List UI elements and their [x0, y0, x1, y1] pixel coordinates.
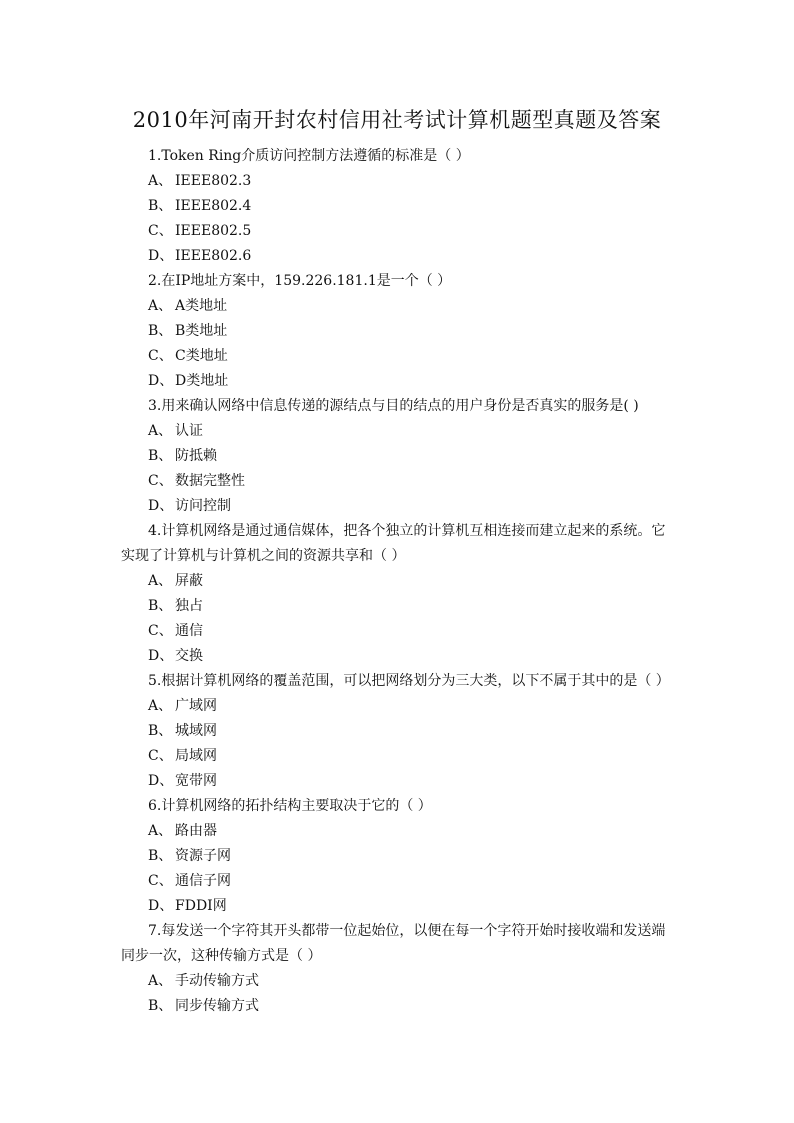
- option-text: IEEE802.5: [175, 223, 252, 239]
- question-5-stem: 5.根据计算机网络的覆盖范围，可以把网络划分为三大类，以下不属于其中的是（ ）: [148, 673, 670, 689]
- option-letter: D、: [148, 773, 174, 789]
- question-6-option-b: [148, 846, 231, 866]
- option-letter: D、: [148, 648, 174, 664]
- question-7-option-b: [148, 996, 259, 1016]
- option-text: D类地址: [175, 373, 229, 389]
- option-letter: C、: [148, 748, 173, 764]
- option-letter: B、: [148, 998, 173, 1014]
- option-text: 宽带网: [175, 773, 217, 789]
- question-5-option-a: [148, 696, 217, 716]
- question-1-option-d: [148, 246, 251, 266]
- option-letter: C、: [148, 623, 173, 639]
- option-letter: C、: [148, 473, 173, 489]
- question-3-stem: 3.用来确认网络中信息传递的源结点与目的结点的用户身份是否真实的服务是( ): [148, 398, 639, 414]
- option-letter: B、: [148, 198, 173, 214]
- question-6-option-c: [148, 871, 231, 891]
- option-letter: B、: [148, 323, 173, 339]
- question-5-option-c: [148, 746, 217, 766]
- question-3-option-c: [148, 471, 245, 491]
- question-2-option-a: [148, 296, 227, 316]
- question-1-option-a: [148, 171, 251, 191]
- option-text: 通信子网: [175, 873, 231, 889]
- question-3-option-d: [148, 496, 231, 516]
- option-text: 防抵赖: [175, 448, 217, 464]
- question-5-option-d: [148, 771, 217, 791]
- option-letter: A、: [148, 698, 173, 714]
- question-3-option-b: [148, 446, 217, 466]
- option-text: 资源子网: [175, 848, 231, 864]
- question-7-option-a: [148, 971, 259, 991]
- option-text: FDDI网: [175, 898, 227, 914]
- question-2-option-b: [148, 321, 227, 341]
- question-7-stem: 7.每发送一个字符其开头都带一位起始位，以便在每一个字符开始时接收端和发送端: [148, 923, 666, 939]
- option-letter: A、: [148, 298, 173, 314]
- option-text: 广域网: [175, 698, 217, 714]
- question-1-option-c: [148, 221, 251, 241]
- question-7-stem-continued: 同步一次，这种传输方式是（ ）: [121, 948, 322, 964]
- option-letter: A、: [148, 823, 173, 839]
- option-letter: C、: [148, 348, 173, 364]
- option-text: 同步传输方式: [175, 998, 259, 1014]
- option-text: 通信: [175, 623, 203, 639]
- option-text: 路由器: [175, 823, 217, 839]
- question-5-option-b: [148, 721, 217, 741]
- question-6-option-d: [148, 896, 227, 916]
- question-4-stem-continued: 实现了计算机与计算机之间的资源共享和（ ）: [121, 548, 406, 564]
- option-letter: B、: [148, 598, 173, 614]
- option-text: 城域网: [175, 723, 217, 739]
- option-text: C类地址: [175, 348, 228, 364]
- option-text: A类地址: [175, 298, 228, 314]
- question-6-option-a: [148, 821, 217, 841]
- option-letter: D、: [148, 373, 174, 389]
- option-text: 手动传输方式: [175, 973, 259, 989]
- question-1-stem: 1.Token Ring介质访问控制方法遵循的标准是（ ）: [148, 148, 470, 164]
- option-text: 交换: [175, 648, 203, 664]
- question-4-option-a: [148, 571, 203, 591]
- option-text: IEEE802.6: [175, 248, 252, 264]
- option-letter: D、: [148, 498, 174, 514]
- option-letter: A、: [148, 973, 173, 989]
- question-2-option-c: [148, 346, 228, 366]
- option-letter: B、: [148, 448, 173, 464]
- option-text: B类地址: [175, 323, 228, 339]
- question-1-option-b: [148, 196, 251, 216]
- question-4-option-d: [148, 646, 203, 666]
- option-text: 认证: [175, 423, 203, 439]
- option-text: 独占: [175, 598, 203, 614]
- option-text: 访问控制: [175, 498, 231, 514]
- option-letter: B、: [148, 848, 173, 864]
- option-letter: D、: [148, 898, 174, 914]
- option-letter: A、: [148, 573, 173, 589]
- question-3-option-a: [148, 421, 203, 441]
- question-6-stem: 6.计算机网络的拓扑结构主要取决于它的（ ）: [148, 798, 432, 814]
- document-title: 2010年河南开封农村信用社考试计算机题型真题及答案: [132, 108, 662, 132]
- option-letter: A、: [148, 423, 173, 439]
- option-letter: C、: [148, 223, 173, 239]
- question-4-option-c: [148, 621, 203, 641]
- option-letter: A、: [148, 173, 173, 189]
- option-text: IEEE802.3: [175, 173, 252, 189]
- question-2-stem: 2.在IP地址方案中，159.226.181.1是一个（ ）: [148, 273, 452, 289]
- question-4-option-b: [148, 596, 203, 616]
- option-text: 屏蔽: [175, 573, 203, 589]
- question-2-option-d: [148, 371, 228, 391]
- question-4-stem: 4.计算机网络是通过通信媒体，把各个独立的计算机互相连接而建立起来的系统。它: [148, 523, 666, 539]
- option-letter: B、: [148, 723, 173, 739]
- option-letter: D、: [148, 248, 174, 264]
- option-text: IEEE802.4: [175, 198, 252, 214]
- option-text: 局域网: [175, 748, 217, 764]
- option-letter: C、: [148, 873, 173, 889]
- option-text: 数据完整性: [175, 473, 245, 489]
